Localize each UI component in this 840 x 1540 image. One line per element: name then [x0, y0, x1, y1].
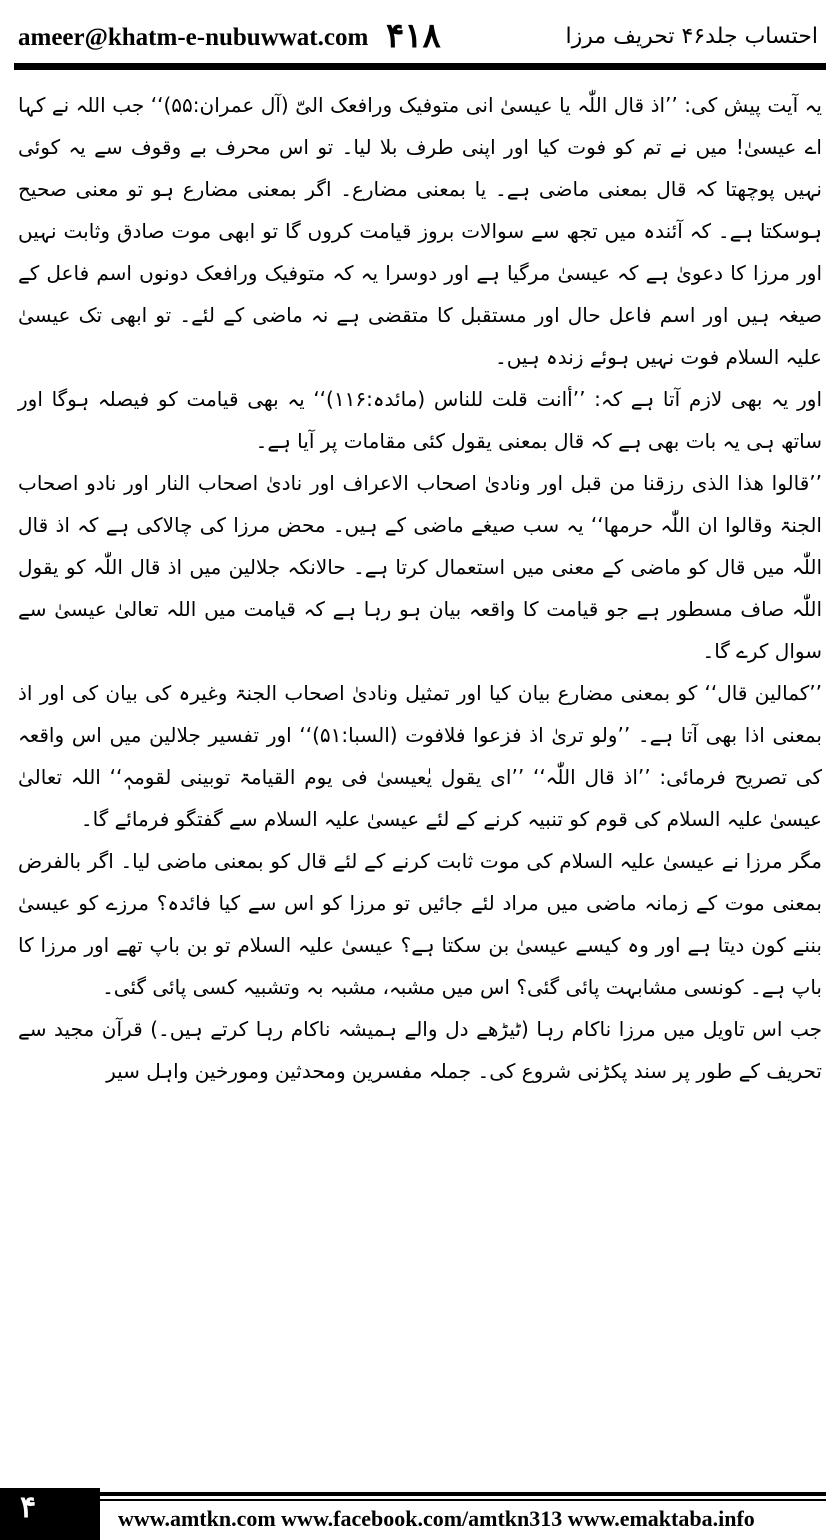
- footer-page-marker: ۴: [0, 1488, 100, 1540]
- paragraph: ’’کمالین قال‘‘ کو بمعنی مضارع بیان کیا اور تمثیل ونادیٰ اصحاب الجنۃ وغیرہ کی بیان کی اور اذ بمعنی اذا بھی آتا ہے۔ ’’ولو تریٰ اذ فزعوا فلافوت (السبا:۵۱)‘‘ اور تفسیر جلالین میں اس واقعہ کی تصریح فرمائی: ’’اذ قال اللّٰہ‘‘ ’’ای یقول یٰعیسیٰ فی یوم القیامۃ توبینی لقومہٖ‘‘ اللہ تعالیٰ عیسیٰ علیہ السلام کی قوم کو تنبیہ کرنے کے لئے عیسیٰ علیہ السلام سے گفتگو فرمائے گا۔: [18, 681, 822, 831]
- footer-links: www.amtkn.com www.facebook.com/amtkn313 www.emaktaba.info: [118, 1506, 755, 1531]
- paragraph: ’’قالوا ھذا الذی رزقنا من قبل اور ونادیٰ اصحاب الاعراف اور نادیٰ اصحاب النار اور نادو اصحاب الجنۃ وقالوا ان اللّٰہ حرمھا‘‘ یہ سب صیغے ماضی کے ہیں۔ محض مرزا کی چالاکی ہے کہ اذ قال اللّٰہ میں قال کو ماضی کے معنی میں استعمال کرتا ہے۔ حالانکہ جلالین میں اذ قال اللّٰہ کو یقول اللّٰہ صاف مسطور ہے جو قیامت کا واقعہ بیان ہو رہا ہے کہ قیامت میں اللہ تعالیٰ عیسیٰ سے سوال کرے گا۔: [18, 471, 822, 663]
- book-title: احتساب جلد۴۶ تحریف مرزا: [565, 24, 818, 49]
- page-number: ۴۱۸: [386, 16, 441, 56]
- footer-rule-thin: [100, 1499, 826, 1501]
- paragraph: جب اس تاویل میں مرزا ناکام رہا (ٹیڑھے دل والے ہمیشہ ناکام رہا کرتے ہیں۔) قرآن مجید سے تحریف کے طور پر سند پکڑنی شروع کی۔ جملہ مفسرین ومحدثین ومورخین واہل سیر: [18, 1017, 822, 1083]
- paragraph: یہ آیت پیش کی: ’’اذ قال اللّٰہ یا عیسیٰ انی متوفیک ورافعک الیّ (آل عمران:۵۵)‘‘ جب اللہ نے کہا اے عیسیٰ! میں نے تم کو فوت کیا اور اپنی طرف بلا لیا۔ تو اس محرف بے وقوف سے یہ کوئی نہیں پوچھتا کہ قال بمعنی ماضی ہے۔ یا بمعنی مضارع۔ اگر بمعنی مضارع ہو تو معنی صحیح ہوسکتا ہے۔ کہ آئندہ میں تجھ سے سوالات بروز قیامت کروں گا تو ابھی موت صادق وثابت نہیں اور مرزا کا دعویٰ ہے کہ عیسیٰ مرگیا ہے اور دوسرا یہ کہ متوفیک ورافعک دونوں اسم فاعل کے صیغہ ہیں اور اسم فاعل حال اور مستقبل کا متقضی ہے نہ ماضی کے لئے۔ تو ابھی تک عیسیٰ علیہ السلام فوت نہیں ہوئے زندہ ہیں۔: [18, 93, 822, 369]
- footer-rule: [100, 1492, 826, 1496]
- page-footer: [0, 1478, 840, 1540]
- paragraph: مگر مرزا نے عیسیٰ علیہ السلام کی موت ثابت کرنے کے لئے قال کو بمعنی ماضی لیا۔ اگر بالفرض بمعنی موت کے زمانہ ماضی میں مراد لئے جائیں تو مرزا کو اس سے کیا فائدہ؟ مرزے کو عیسیٰ بننے کون دیتا ہے اور وہ کیسے عیسیٰ بن سکتا ہے؟ عیسیٰ علیہ السلام تو بن باپ تھے اور مرزا کا باپ ہے۔ کونسی مشابہت پائی گئی؟ اس میں مشبہ، مشبہ بہ وتشبیہ کسی پائی گئی۔: [18, 849, 822, 999]
- header-email: ameer@khatm-e-nubuwwat.com: [18, 24, 369, 51]
- page-header: [18, 10, 822, 60]
- paragraph: اور یہ بھی لازم آتا ہے کہ: ’’أانت قلت للناس (مائدہ:۱۱۶)‘‘ یہ بھی قیامت کو فیصلہ ہوگا اور ساتھ ہی یہ بات بھی ہے کہ قال بمعنی یقول کئی مقامات پر آیا ہے۔: [18, 387, 822, 453]
- body-text: [18, 84, 822, 1444]
- header-rule: [14, 63, 826, 70]
